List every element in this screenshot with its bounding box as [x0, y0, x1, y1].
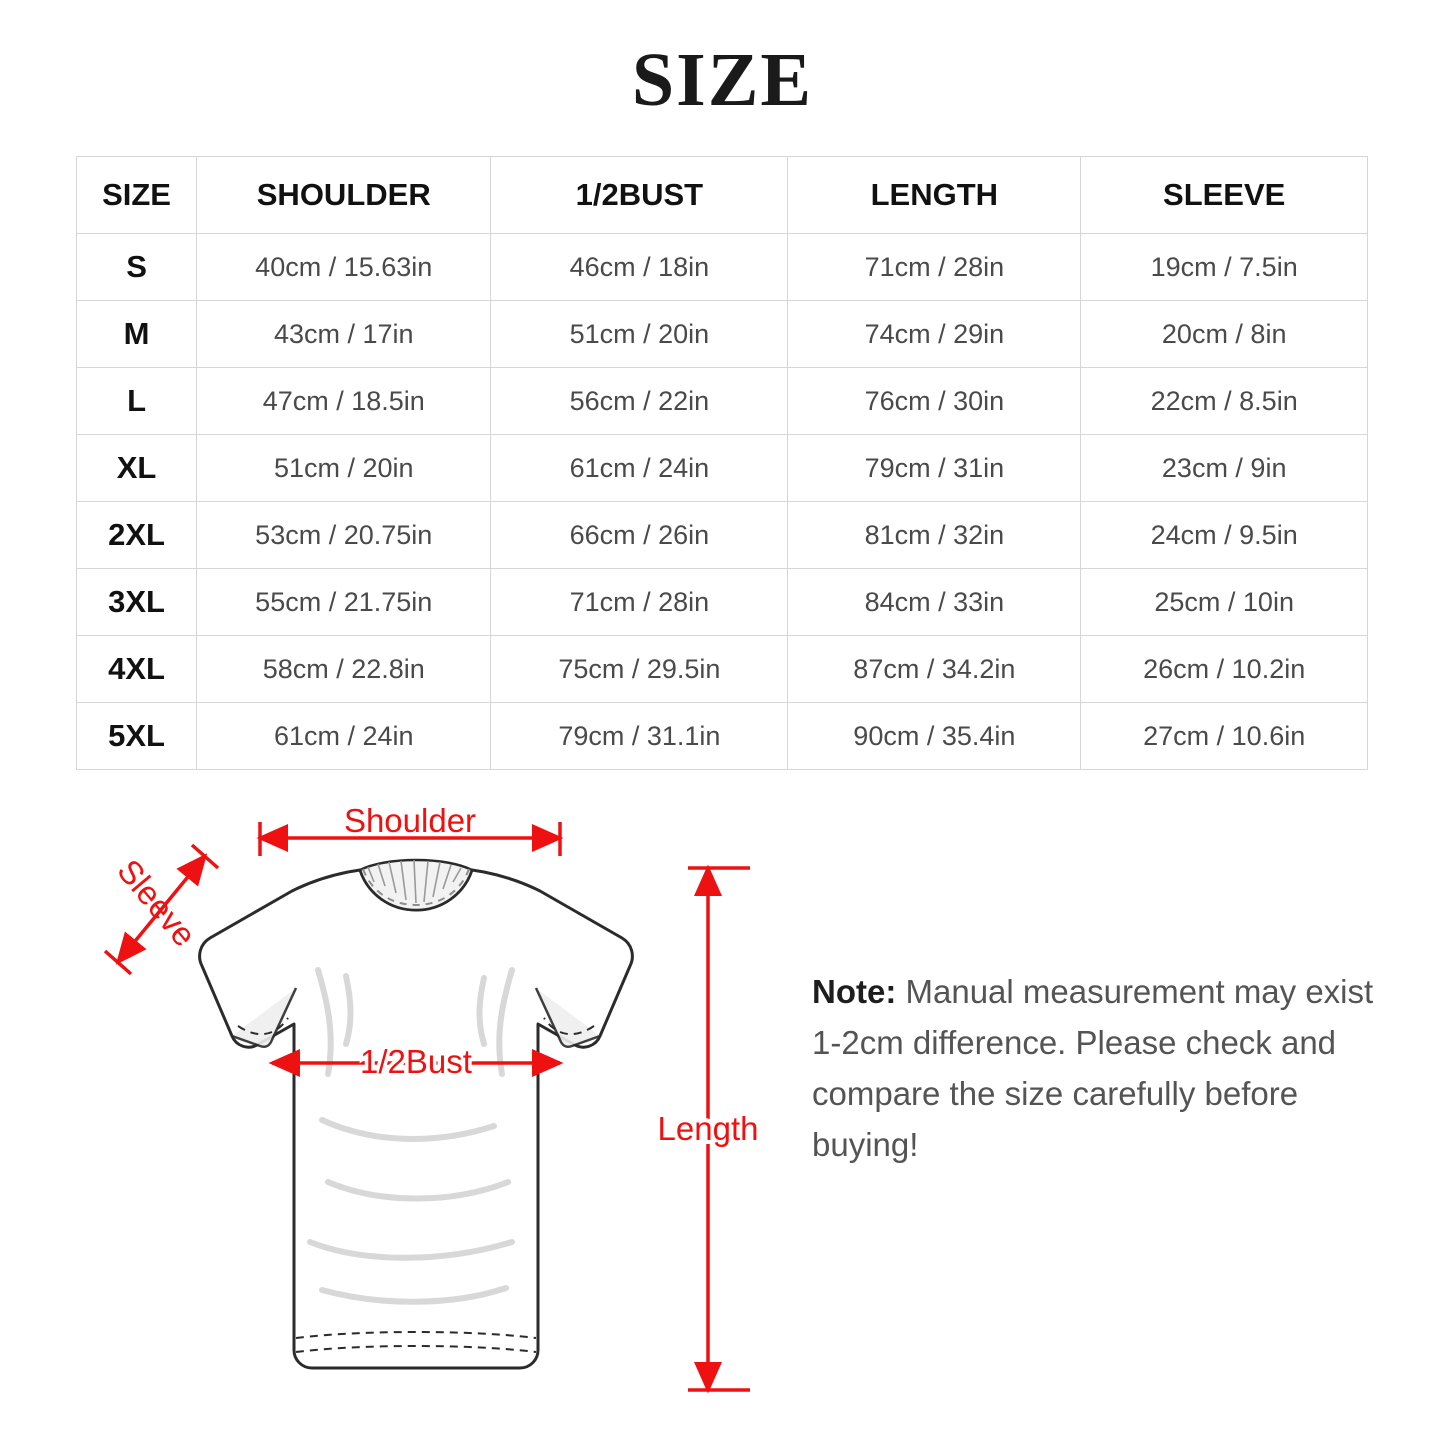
cell-bust: 79cm / 31.1in — [491, 703, 788, 770]
shoulder-label: Shoulder — [343, 802, 477, 839]
cell-bust: 66cm / 26in — [491, 502, 788, 569]
cell-length: 90cm / 35.4in — [788, 703, 1081, 770]
cell-shoulder: 43cm / 17in — [197, 301, 491, 368]
page-title: SIZE — [631, 38, 814, 122]
note-body: Manual measurement may exist 1-2cm difference. Please check and compare the size carefully before buying! — [812, 973, 1374, 1164]
cell-shoulder: 47cm / 18.5in — [197, 368, 491, 435]
cell-sleeve: 22cm / 8.5in — [1081, 368, 1368, 435]
cell-sleeve: 23cm / 9in — [1081, 435, 1368, 502]
note-text — [812, 966, 1392, 1171]
table-row — [77, 636, 1368, 703]
column-header-bust: 1/2BUST — [491, 157, 788, 234]
cell-length: 74cm / 29in — [788, 301, 1081, 368]
cell-length: 87cm / 34.2in — [788, 636, 1081, 703]
column-header-sleeve: SLEEVE — [1081, 157, 1368, 234]
cell-bust: 61cm / 24in — [491, 435, 788, 502]
cell-sleeve: 26cm / 10.2in — [1081, 636, 1368, 703]
column-header-shoulder: SHOULDER — [197, 157, 491, 234]
cell-bust: 56cm / 22in — [491, 368, 788, 435]
cell-shoulder: 58cm / 22.8in — [197, 636, 491, 703]
length-label: Length — [657, 1110, 759, 1147]
cell-sleeve: 19cm / 7.5in — [1081, 234, 1368, 301]
sleeve-label: Sleeve — [110, 852, 204, 954]
cell-sleeve: 24cm / 9.5in — [1081, 502, 1368, 569]
cell-size: 4XL — [77, 636, 197, 703]
cell-sleeve: 25cm / 10in — [1081, 569, 1368, 636]
cell-size: L — [77, 368, 197, 435]
shoulder-measure-arrow — [260, 802, 560, 856]
cell-shoulder: 51cm / 20in — [197, 435, 491, 502]
cell-length: 84cm / 33in — [788, 569, 1081, 636]
table-header-row — [77, 157, 1368, 234]
note-label: Note: — [812, 973, 897, 1010]
cell-sleeve: 20cm / 8in — [1081, 301, 1368, 368]
cell-length: 81cm / 32in — [788, 502, 1081, 569]
cell-size: S — [77, 234, 197, 301]
table-row — [77, 703, 1368, 770]
cell-bust: 75cm / 29.5in — [491, 636, 788, 703]
length-measure-arrow — [658, 868, 759, 1390]
cell-size: XL — [77, 435, 197, 502]
column-header-length: LENGTH — [788, 157, 1081, 234]
table-row — [77, 234, 1368, 301]
cell-size: 3XL — [77, 569, 197, 636]
table-row — [77, 368, 1368, 435]
cell-size: 2XL — [77, 502, 197, 569]
cell-bust: 46cm / 18in — [491, 234, 788, 301]
cell-shoulder: 40cm / 15.63in — [197, 234, 491, 301]
cell-shoulder: 53cm / 20.75in — [197, 502, 491, 569]
column-header-size: SIZE — [77, 157, 197, 234]
cell-shoulder: 55cm / 21.75in — [197, 569, 491, 636]
table-row — [77, 502, 1368, 569]
cell-length: 76cm / 30in — [788, 368, 1081, 435]
cell-size: 5XL — [77, 703, 197, 770]
table-row — [77, 435, 1368, 502]
table-row — [77, 569, 1368, 636]
tshirt-diagram-svg — [60, 790, 800, 1430]
tshirt-outline — [200, 860, 633, 1368]
cell-sleeve: 27cm / 10.6in — [1081, 703, 1368, 770]
cell-length: 79cm / 31in — [788, 435, 1081, 502]
cell-length: 71cm / 28in — [788, 234, 1081, 301]
cell-bust: 71cm / 28in — [491, 569, 788, 636]
table-row — [77, 301, 1368, 368]
cell-shoulder: 61cm / 24in — [197, 703, 491, 770]
bust-label: 1/2Bust — [360, 1043, 472, 1080]
cell-size: M — [77, 301, 197, 368]
cell-bust: 51cm / 20in — [491, 301, 788, 368]
size-chart-table — [76, 156, 1368, 770]
